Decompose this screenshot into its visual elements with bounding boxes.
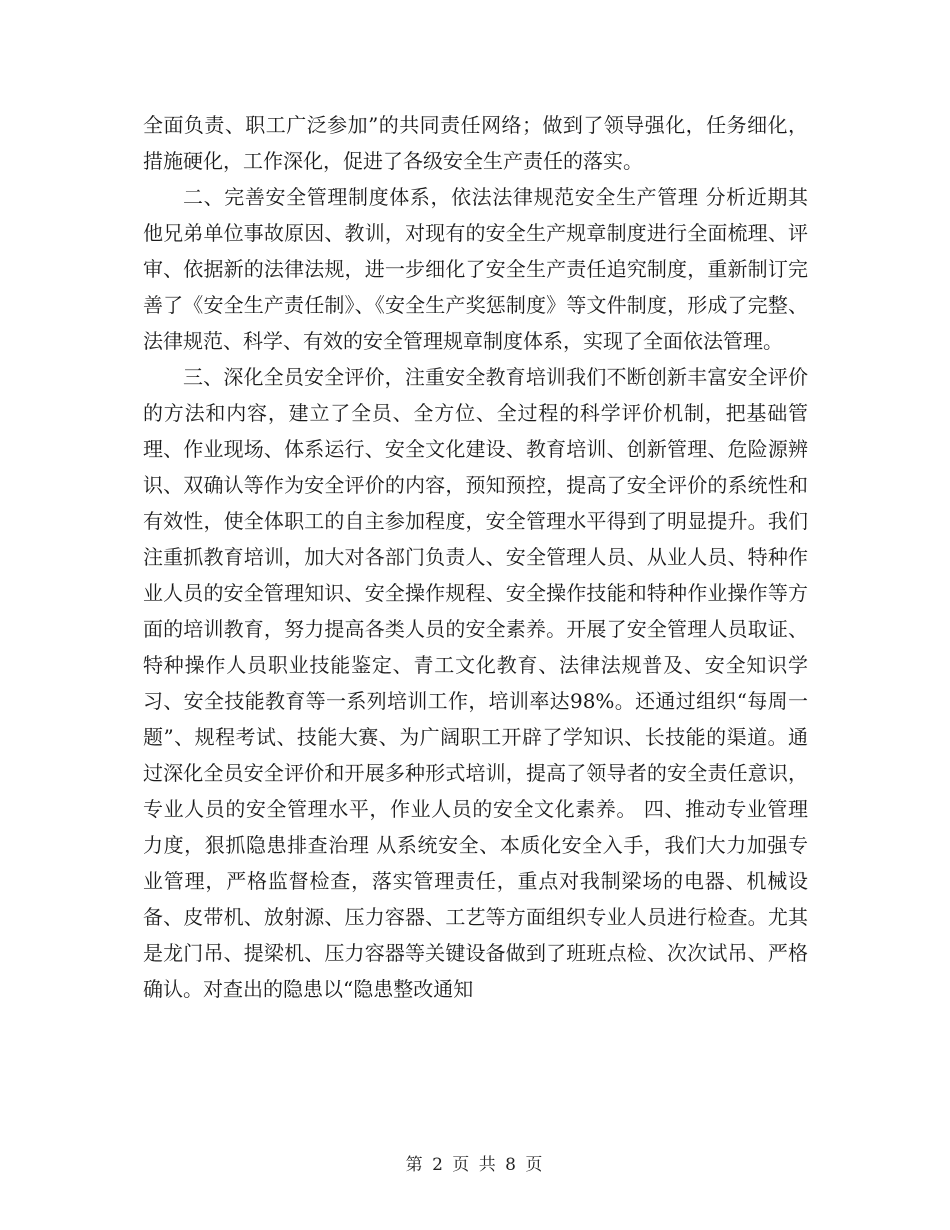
paragraph-1: 全面负责、职工广泛参加”的共同责任网络；做到了领导强化，任务细化，措施硬化，工作深化，促进了各级安全生产责任的落实。	[143, 113, 808, 173]
document-body	[143, 107, 808, 1007]
paragraph-3: 三、深化全员安全评价，注重安全教育培训我们不断创新丰富安全评价的方法和内容，建立了全员、全方位、全过程的科学评价机制，把基础管理、作业现场、体系运行、安全文化建设、教育培训、创新管理、危险源辨识、双确认等作为安全评价的内容，预知预控，提高了安全评价的系统性和有效性，使全体职工的自主参加程度，安全管理水平得到了明显提升。我们注重抓教育培训，加大对各部门负责人、安全管理人员、从业人员、特种作业人员的安全管理知识、安全操作规程、安全操作技能和特种作业操作等方面的培训教育，努力提高各类人员的安全素养。开展了安全管理人员取证、特种操作人员职业技能鉴定、青工文化教育、法律法规普及、安全知识学习、安全技能教育等一系列培训工作，培训率达98%。还通过组织“每周一题”、规程考试、技能大赛、为广阔职工开辟了学知识、长技能的渠道。通过深化全员安全评价和开展多种形式培训，提高了领导者的安全责任意识，专业人员的安全管理水平，作业人员的安全文化素养。 四、推动专业管理力度，狠抓隐患排查治理 从系统安全、本质化安全入手，我们大力加强专业管理，严格监督检查，落实管理责任，重点对我制梁场的电器、机械设备、皮带机、放射源、压力容器、工艺等方面组织专业人员进行检查。尤其是龙门吊、提梁机、压力容器等关键设备做到了班班点检、次次试吊、严格确认。对查出的隐患以“隐患整改通知	[143, 365, 808, 1001]
page-number: 第 2 页 共 8 页	[405, 1155, 545, 1175]
paragraph-2: 二、完善安全管理制度体系，依法法律规范安全生产管理 分析近期其他兄弟单位事故原因、教训，对现有的安全生产规章制度进行全面梳理、评审、依据新的法律法规，进一步细化了安全生产责任追究制度，重新制订完善了《安全生产责任制》、《安全生产奖惩制度》等文件制度，形成了完整、法律规范、科学、有效的安全管理规章制度体系，实现了全面依法管理。	[143, 185, 808, 353]
